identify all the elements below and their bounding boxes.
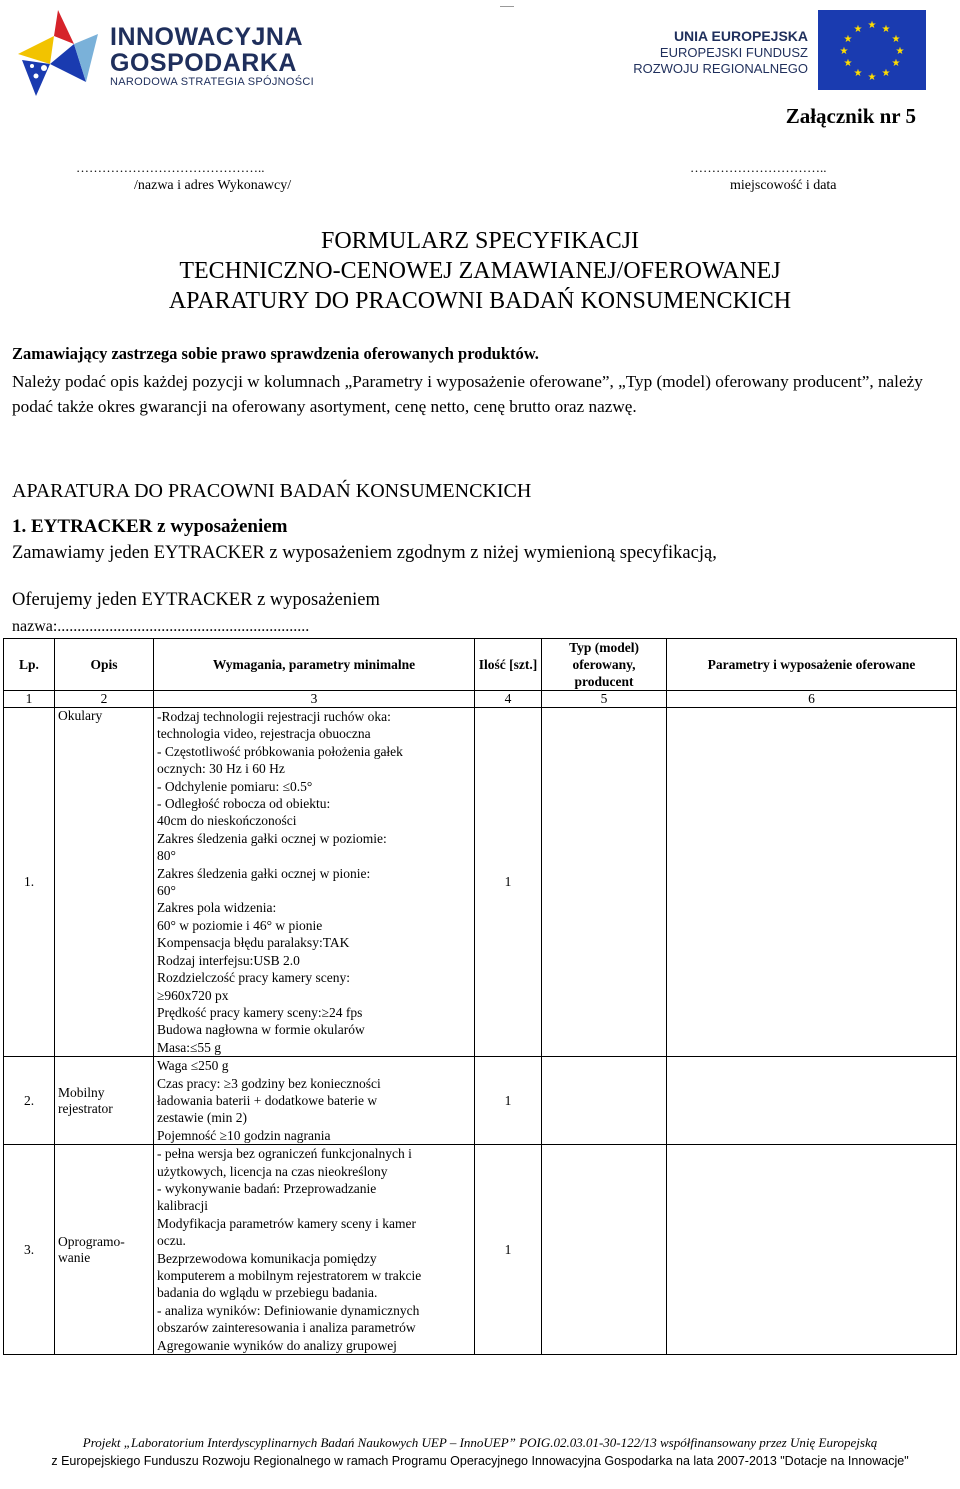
row-ilosc: 1 bbox=[475, 708, 542, 1057]
requirement-line: obszarów zainteresowania i analiza parametrów bbox=[157, 1320, 416, 1336]
requirement-line: ≥960x720 px bbox=[157, 987, 229, 1003]
row-typ-input[interactable] bbox=[542, 1057, 667, 1145]
eu-flag-icon bbox=[818, 10, 926, 90]
svg-text:★: ★ bbox=[853, 68, 863, 79]
header-opis: Opis bbox=[55, 639, 154, 691]
eu-logo bbox=[628, 2, 958, 94]
contractor-label: /nazwa i adres Wykonawcy/ bbox=[134, 178, 292, 193]
logo-right-line3: ROZWOJU REGIONALNEGO bbox=[633, 61, 808, 76]
requirement-line: Rodzaj interfejsu:USB 2.0 bbox=[157, 952, 300, 968]
requirement-line: Bezprzewodowa komunikacja pomiędzy bbox=[157, 1250, 377, 1266]
requirement-line: Rozdzielczość pracy kamery sceny: bbox=[157, 970, 351, 986]
section-title: APARATURA DO PRACOWNI BADAŃ KONSUMENCKICH bbox=[12, 480, 532, 502]
table-header-row bbox=[4, 639, 957, 691]
requirement-line: ocznych: 30 Hz i 60 Hz bbox=[157, 761, 285, 777]
row-parametry-input[interactable] bbox=[667, 708, 957, 1057]
row-ilosc: 1 bbox=[475, 1145, 542, 1355]
column-number-row bbox=[4, 691, 957, 708]
requirement-line: 60° bbox=[157, 883, 176, 899]
page-title bbox=[0, 226, 960, 316]
svg-text:★: ★ bbox=[881, 68, 891, 79]
logo-right-line1: UNIA EUROPEJSKA bbox=[673, 28, 808, 44]
row-lp: 1. bbox=[4, 708, 55, 1057]
requirement-line: Pojemność ≥10 godzin nagrania bbox=[157, 1127, 331, 1143]
row-ilosc: 1 bbox=[475, 1057, 542, 1145]
svg-text:★: ★ bbox=[881, 24, 891, 35]
requirement-line: komputerem a mobilnym rejestratorem w trakcie bbox=[157, 1268, 422, 1283]
requirement-line: Modyfikacja parametrów kamery sceny i kamer bbox=[157, 1215, 417, 1231]
title-line2: TECHNICZNO-CENOWEJ ZAMAWIANEJ/OFEROWANEJ bbox=[179, 258, 781, 284]
row-typ-input[interactable] bbox=[542, 708, 667, 1057]
spec-table bbox=[3, 638, 957, 1355]
row-opis: Oprogramo-wanie bbox=[55, 1145, 154, 1355]
footer-line1: Projekt „Laboratorium Interdyscyplinarnych Badań Naukowych UEP – InnoUEP” POIG.02.03.01-30-122/13 współfinansowany przez Unię Europejską bbox=[82, 1435, 878, 1450]
top-divider bbox=[500, 6, 514, 7]
requirement-line: Budowa nagłowna w formie okularów bbox=[157, 1022, 365, 1038]
table-row bbox=[4, 1057, 957, 1145]
row-typ-input[interactable] bbox=[542, 1145, 667, 1355]
requirement-line: ładowania baterii + dodatkowe baterie w bbox=[157, 1092, 378, 1108]
col-number: 6 bbox=[667, 691, 957, 708]
row-opis: Mobilny rejestrator bbox=[55, 1057, 154, 1145]
requirement-line: -Rodzaj technologii rejestracji ruchów oka: bbox=[157, 709, 391, 724]
requirement-line: 40cm do nieskończoności bbox=[157, 813, 297, 829]
offer-name-field[interactable]: nazwa:............................................................... bbox=[12, 618, 310, 635]
requirement-line: Zakres śledzenia gałki ocznej w poziomie: bbox=[157, 830, 387, 846]
requirement-line: badania do wglądu w przebiegu badania. bbox=[157, 1285, 378, 1301]
requirement-line: - wykonywanie badań: Przeprowadzanie bbox=[157, 1180, 377, 1196]
svg-text:★: ★ bbox=[843, 58, 853, 69]
row-wymagania bbox=[154, 1145, 475, 1355]
svg-text:★: ★ bbox=[843, 34, 853, 45]
footer bbox=[0, 1434, 960, 1470]
annex-label: Załącznik nr 5 bbox=[785, 104, 916, 128]
place-date-dots: ………………………….. bbox=[690, 160, 827, 175]
row-parametry-input[interactable] bbox=[667, 1145, 957, 1355]
requirement-line: Agregowanie wyników do analizy grupowej bbox=[157, 1337, 397, 1353]
ig-logo-emblem-icon bbox=[14, 4, 104, 100]
item-title: 1. EYTRACKER z wyposażeniem bbox=[12, 516, 288, 537]
table-row bbox=[4, 708, 957, 1057]
svg-text:★: ★ bbox=[895, 46, 905, 57]
col-number: 5 bbox=[542, 691, 667, 708]
requirement-line: - analiza wyników: Definiowanie dynamicznych bbox=[157, 1302, 420, 1318]
requirement-line: użytkowych, licencja na czas nieokreślony bbox=[157, 1163, 388, 1179]
requirement-line: Kompensacja błędu paralaksy:TAK bbox=[157, 935, 350, 951]
requirement-line: Prędkość pracy kamery sceny:≥24 fps bbox=[157, 1004, 363, 1020]
row-parametry-input[interactable] bbox=[667, 1057, 957, 1145]
row-wymagania bbox=[154, 708, 475, 1057]
svg-text:★: ★ bbox=[867, 72, 877, 83]
col-number: 3 bbox=[154, 691, 475, 708]
logo-right-line2: EUROPEJSKI FUNDUSZ bbox=[659, 45, 808, 60]
requirement-line: - Odchylenie pomiaru: ≤0.5° bbox=[157, 778, 313, 794]
title-line3: APARATURY DO PRACOWNI BADAŃ KONSUMENCKICH bbox=[168, 288, 792, 314]
title-line1: FORMULARZ SPECYFIKACJI bbox=[320, 228, 640, 254]
header-lp: Lp. bbox=[4, 639, 55, 691]
requirement-line: zestawie (min 2) bbox=[157, 1110, 247, 1126]
svg-text:★: ★ bbox=[839, 46, 849, 57]
col-number: 2 bbox=[55, 691, 154, 708]
requirement-line: Zakres śledzenia gałki ocznej w pionie: bbox=[157, 865, 371, 881]
col-number: 1 bbox=[4, 691, 55, 708]
place-date-label: miejscowość i data bbox=[730, 178, 837, 193]
requirement-line: technologia video, rejestracja obuoczna bbox=[157, 726, 371, 742]
logo-left-line2: GOSPODARKA bbox=[110, 49, 297, 77]
requirement-line: 80° bbox=[157, 848, 176, 864]
requirement-line: Waga ≤250 g bbox=[157, 1058, 229, 1074]
requirement-line: oczu. bbox=[157, 1233, 186, 1249]
notice-bold: Zamawiający zastrzega sobie prawo sprawdzenia oferowanych produktów. bbox=[12, 344, 539, 363]
svg-text:★: ★ bbox=[891, 58, 901, 69]
requirement-line: Masa:≤55 g bbox=[157, 1039, 222, 1055]
requirement-line: - Odległość robocza od obiektu: bbox=[157, 796, 331, 812]
row-lp: 3. bbox=[4, 1145, 55, 1355]
item-description: Zamawiamy jeden EYTRACKER z wyposażeniem zgodnym z niżej wymienioną specyfikacją, bbox=[12, 543, 717, 563]
notice-text: Należy podać opis każdej pozycji w kolumnach „Parametry i wyposażenie oferowane”, „Typ (model) oferowany producent”, należy podać także okres gwarancji na oferowany asortyment, cenę netto, cenę brutto oraz nazwę. bbox=[12, 372, 923, 416]
offer-line: Oferujemy jeden EYTRACKER z wyposażeniem bbox=[12, 590, 380, 610]
header-parametry: Parametry i wyposażenie oferowane bbox=[667, 639, 957, 691]
requirement-line: kalibracji bbox=[157, 1198, 208, 1214]
svg-text:★: ★ bbox=[853, 24, 863, 35]
requirement-line: Zakres pola widzenia: bbox=[157, 900, 277, 916]
innowacyjna-gospodarka-logo bbox=[14, 4, 314, 100]
logo-left-line3: NARODOWA STRATEGIA SPÓJNOŚCI bbox=[110, 76, 314, 88]
logo-left-line1: INNOWACYJNA bbox=[110, 23, 304, 51]
col-number: 4 bbox=[475, 691, 542, 708]
footer-line2: z Europejskiego Funduszu Rozwoju Regionalnego w ramach Programu Operacyjnego Innowacyjna Gospodarka na lata 2007-2013 "Dotacje na Innowacje" bbox=[51, 1454, 909, 1468]
header-ilosc: Ilość [szt.] bbox=[475, 639, 542, 691]
row-wymagania bbox=[154, 1057, 475, 1145]
header-wymagania: Wymagania, parametry minimalne bbox=[154, 639, 475, 691]
header-typ: Typ (model) oferowany, producent bbox=[542, 639, 667, 691]
table-row bbox=[4, 1145, 957, 1355]
row-opis: Okulary bbox=[55, 708, 154, 1057]
requirement-line: - pełna wersja bez ograniczeń funkcjonalnych i bbox=[157, 1146, 412, 1162]
svg-text:★: ★ bbox=[891, 34, 901, 45]
requirement-line: Czas pracy: ≥3 godziny bez konieczności bbox=[157, 1075, 381, 1091]
requirement-line: - Częstotliwość próbkowania położenia gałek bbox=[157, 743, 403, 759]
contractor-dots: …………………………………….. bbox=[76, 160, 265, 175]
requirement-line: 60° w poziomie i 46° w pionie bbox=[157, 917, 323, 933]
row-lp: 2. bbox=[4, 1057, 55, 1145]
svg-text:★: ★ bbox=[867, 20, 877, 31]
